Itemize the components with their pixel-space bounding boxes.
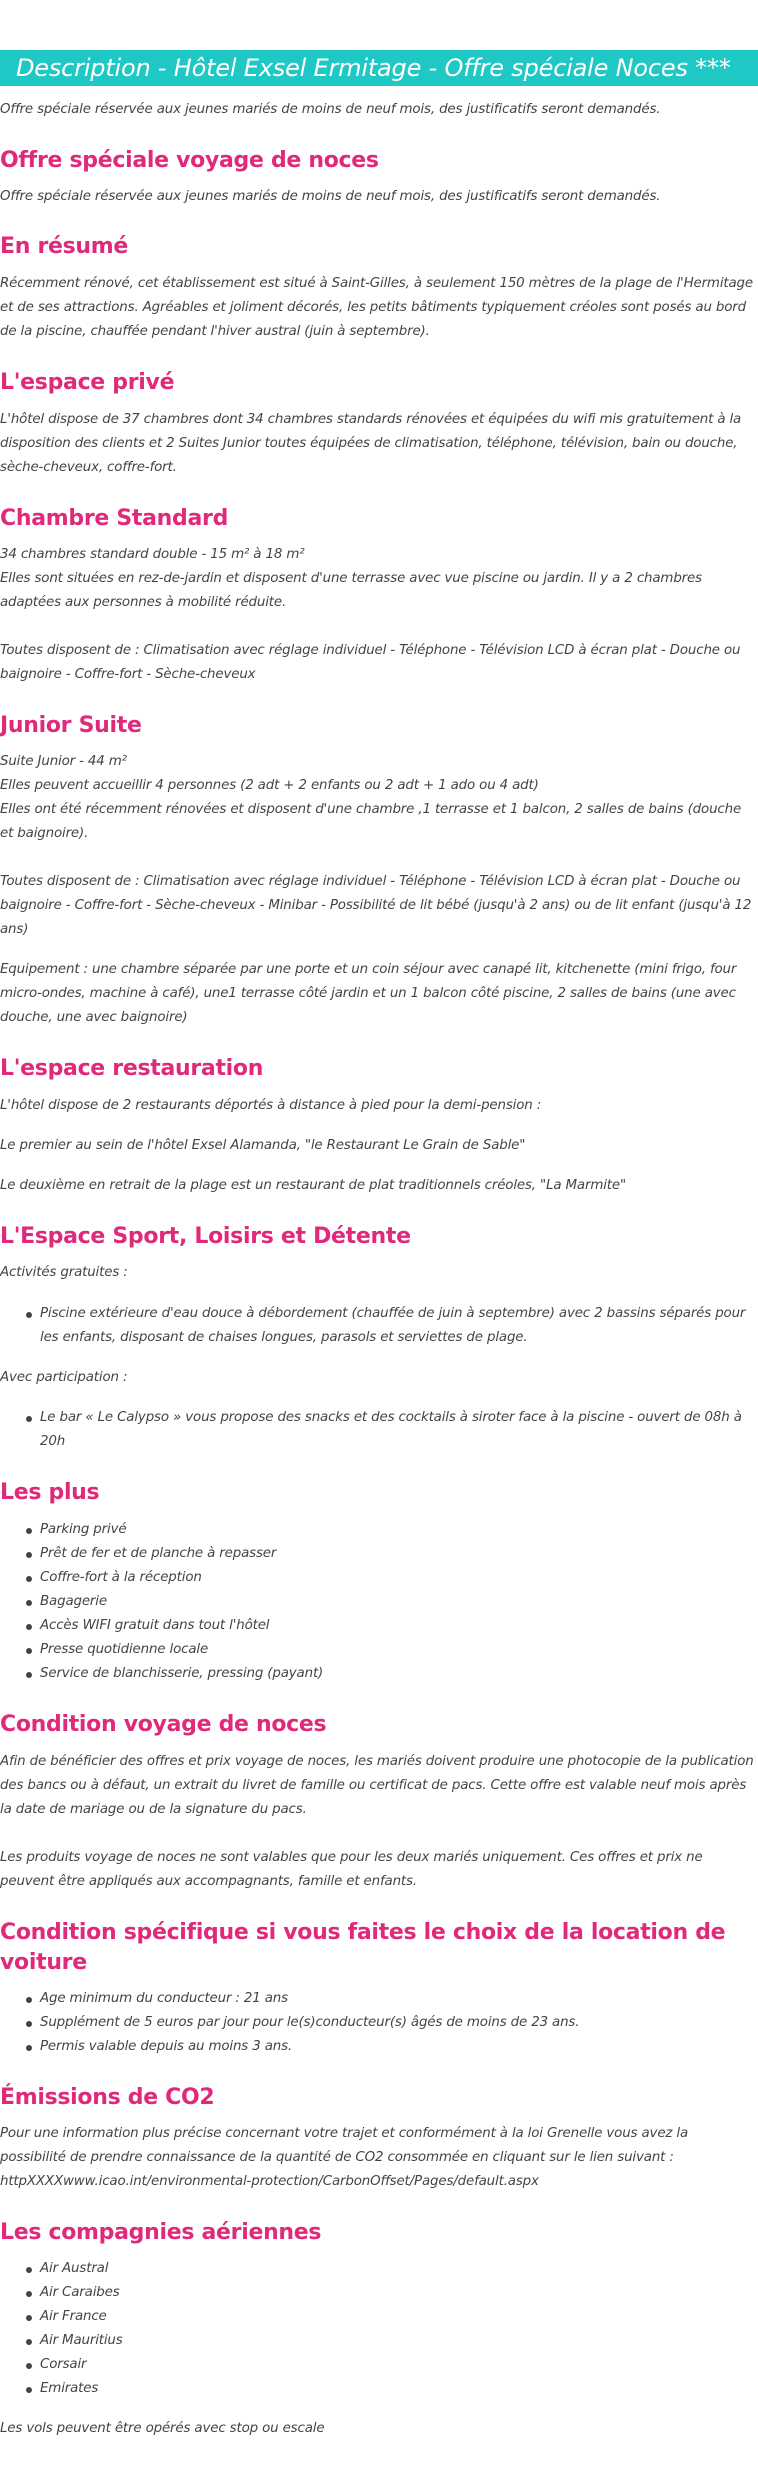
list-item: Permis valable depuis au moins 3 ans. [40, 2035, 756, 2059]
avec-participation-label: Avec participation : [0, 1370, 128, 1385]
activites-gratuites-label: Activités gratuites : [0, 1265, 128, 1280]
les-plus-list [0, 1518, 756, 1686]
junior-line-1: Suite Junior - 44 m² [0, 754, 127, 769]
list-item: Le bar « Le Calypso » vous propose des snacks et des cocktails à siroter face à la piscine - ouvert de 08h à 20h [40, 1406, 756, 1454]
heading-restauration: L'espace restauration [0, 1056, 264, 1081]
title-bar [0, 50, 758, 86]
heading-junior-suite: Junior Suite [0, 713, 142, 738]
location-voiture-list [0, 1987, 756, 2059]
heading-resume: En résumé [0, 234, 129, 259]
list-item: Presse quotidienne locale [40, 1638, 756, 1662]
vols-escale-text: Les vols peuvent être opérés avec stop ou escale [0, 2421, 325, 2436]
standard-line-1: 34 chambres standard double - 15 m² à 18 m² [0, 547, 305, 562]
activites-gratuites-list [0, 1302, 756, 1350]
heading-emissions-co2: Émissions de CO2 [0, 2085, 215, 2110]
heading-compagnies-aeriennes: Les compagnies aériennes [0, 2220, 322, 2245]
heading-les-plus: Les plus [0, 1480, 100, 1505]
heading-chambre-standard: Chambre Standard [0, 506, 229, 531]
list-item: Corsair [40, 2353, 756, 2377]
list-item: Air Caraibes [40, 2281, 756, 2305]
list-item: Supplément de 5 euros par jour pour le(s)conducteur(s) âgés de moins de 23 ans. [40, 2011, 756, 2035]
avec-participation-list [0, 1406, 756, 1454]
list-item: Prêt de fer et de planche à repasser [40, 1542, 756, 1566]
list-item: Accès WIFI gratuit dans tout l'hôtel [40, 1614, 756, 1638]
standard-equipment: Toutes disposent de : Climatisation avec réglage individuel - Téléphone - Télévision LCD à écran plat - Douche ou baignoire - Coffre-fort - Sèche-cheveux [0, 643, 741, 682]
co2-text: Pour une information plus précise concernant votre trajet et conformément à la loi Grenelle vous avez la possibilité de prendre connaissance de la quantité de CO2 consommée en cliquant sur le lien suivant : httpXXXXwww.icao.int/environmental-protection/CarbonOffset/Pages/default.aspx [0, 2126, 689, 2189]
resume-text: Récemment rénové, cet établissement est situé à Saint-Gilles, à seulement 150 mètres de la plage de l'Hermitage et de ses attractions. Agréables et joliment décorés, les petits bâtiments typiquement créoles sont posés au bord de la piscine, chauffée pendant l'hiver austral (juin à septembre). [0, 276, 753, 339]
offre-text: Offre spéciale réservée aux jeunes mariés de moins de neuf mois, des justificatifs seront demandés. [0, 189, 661, 204]
heading-espace-prive: L'espace privé [0, 370, 175, 395]
junior-equipment: Toutes disposent de : Climatisation avec réglage individuel - Téléphone - Télévision LCD à écran plat - Douche ou baignoire - Coffre-fort - Sèche-cheveux - Minibar - Possibilité de lit bébé (jusqu'à 2 ans) ou de lit enfant (jusqu'à 12 ans) [0, 874, 752, 937]
list-item: Parking privé [40, 1518, 756, 1542]
list-item: Coffre-fort à la réception [40, 1566, 756, 1590]
condition-text-2: Les produits voyage de noces ne sont valables que pour les deux mariés uniquement. Ces offres et prix ne peuvent être appliqués aux accompagnants, famille et enfants. [0, 1850, 703, 1889]
list-item: Age minimum du conducteur : 21 ans [40, 1987, 756, 2011]
list-item: Piscine extérieure d'eau douce à débordement (chauffée de juin à septembre) avec 2 bassins séparés pour les enfants, disposant de chaises longues, parasols et serviettes de plage. [40, 1302, 756, 1350]
compagnies-list [0, 2257, 756, 2401]
junior-equipment-detail: Equipement : une chambre séparée par une porte et un coin séjour avec canapé lit, kitchenette (mini frigo, four micro-ondes, machine à café), une1 terrasse côté jardin et un 1 balcon côté piscine, 2 salles de bains (une avec douche, une avec baignoire) [0, 962, 737, 1025]
list-item: Bagagerie [40, 1590, 756, 1614]
heading-sport-loisirs: L'Espace Sport, Loisirs et Détente [0, 1224, 411, 1249]
restauration-text-2: Le premier au sein de l'hôtel Exsel Alamanda, "le Restaurant Le Grain de Sable" [0, 1138, 526, 1153]
heading-location-voiture: Condition spécifique si vous faites le choix de la location de voiture [0, 1920, 726, 1975]
list-item: Air Austral [40, 2257, 756, 2281]
standard-line-2: Elles sont situées en rez-de-jardin et disposent d'une terrasse avec vue piscine ou jardin. Il y a 2 chambres adaptées aux personnes à mobilité réduite. [0, 571, 702, 610]
condition-text-1: Afin de bénéficier des offres et prix voyage de noces, les mariés doivent produire une photocopie de la publication des bancs ou à défaut, un extrait du livret de famille ou certificat de pacs. Cette offre est valable neuf mois après la date de mariage ou de la signature du pacs. [0, 1754, 754, 1817]
restauration-text-1: L'hôtel dispose de 2 restaurants déportés à distance à pied pour la demi-pension : [0, 1098, 542, 1113]
list-item: Air France [40, 2305, 756, 2329]
restauration-text-3: Le deuxième en retrait de la plage est un restaurant de plat traditionnels créoles, "La Marmite" [0, 1178, 626, 1193]
list-item: Service de blanchisserie, pressing (payant) [40, 1662, 756, 1686]
espace-prive-text: L'hôtel dispose de 37 chambres dont 34 chambres standards rénovées et équipées du wifi mis gratuitement à la disposition des clients et 2 Suites Junior toutes équipées de climatisation, téléphone, télévision, bain ou douche, sèche-cheveux, coffre-fort. [0, 412, 742, 475]
page-title: Description - Hôtel Exsel Ermitage - Offre spéciale Noces *** [16, 54, 731, 82]
intro-text: Offre spéciale réservée aux jeunes mariés de moins de neuf mois, des justificatifs seront demandés. [0, 102, 661, 117]
junior-line-3: Elles ont été récemment rénovées et disposent d'une chambre ,1 terrasse et 1 balcon, 2 salles de bains (douche et baignoire). [0, 802, 742, 841]
list-item: Air Mauritius [40, 2329, 756, 2353]
junior-line-2: Elles peuvent accueillir 4 personnes (2 adt + 2 enfants ou 2 adt + 1 ado ou 4 adt) [0, 778, 539, 793]
heading-condition-noces: Condition voyage de noces [0, 1712, 327, 1737]
list-item: Emirates [40, 2377, 756, 2401]
heading-offre: Offre spéciale voyage de noces [0, 148, 379, 173]
content [0, 98, 756, 2441]
